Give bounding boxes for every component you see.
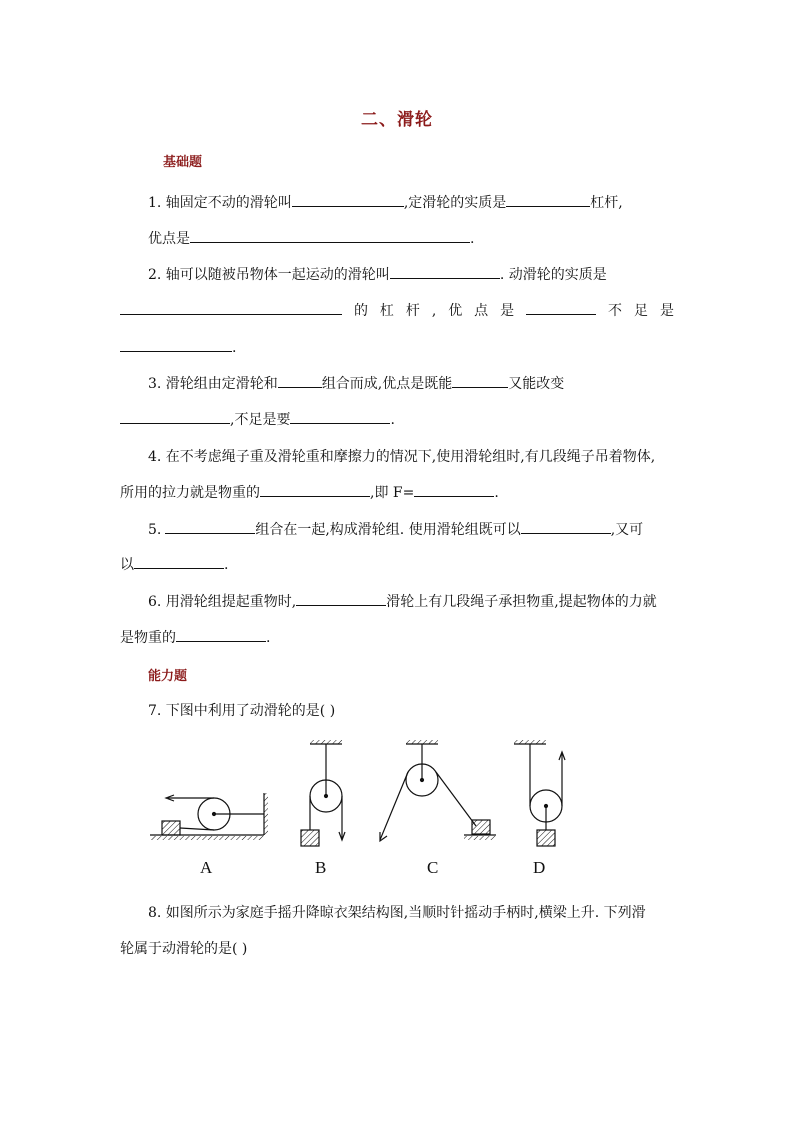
q2-word: , (431, 303, 437, 319)
q3-text-a: 3. 滑轮组由定滑轮和 (148, 376, 278, 392)
q3-blank-3[interactable] (120, 410, 230, 424)
q2-word: 的 (353, 303, 368, 319)
q1-blank-2[interactable] (506, 193, 590, 207)
pulley-diagram-c (380, 740, 496, 841)
pulley-diagram-a (150, 793, 268, 840)
q2-blank-1[interactable] (390, 265, 500, 279)
q2-blank-4[interactable] (120, 338, 232, 352)
q5-text-b: 组合在一起,构成滑轮组. 使用滑轮组既可以 (255, 522, 521, 538)
q1-text-d: 优点是 (148, 231, 190, 247)
question-2-line-1 (148, 265, 607, 285)
q3-blank-2[interactable] (452, 374, 508, 388)
q2-blank-3[interactable] (526, 301, 596, 315)
q4-text-c: ,即 F= (370, 485, 415, 501)
q5-text-a: 5. (148, 522, 162, 538)
pulley-diagram-d (514, 740, 565, 846)
question-5-line-1 (148, 520, 643, 540)
q2-text-d: . (232, 340, 237, 356)
q3-blank-4[interactable] (290, 410, 390, 424)
q2-blank-2[interactable] (120, 301, 342, 315)
q3-text-b: 组合而成,优点是既能 (321, 376, 453, 392)
q6-text-c: 是物重的 (120, 630, 176, 646)
q2-word: 是 (500, 303, 515, 319)
q3-text-c: 又能改变 (508, 376, 565, 392)
q2-word: 是 (659, 303, 674, 319)
question-5-line-2 (120, 555, 228, 575)
q2-text-b: . 动滑轮的实质是 (499, 267, 607, 283)
q6-blank-2[interactable] (176, 628, 266, 642)
section-ability: 能力题 (148, 669, 188, 684)
pulley-diagram-b (301, 740, 345, 846)
q1-blank-3[interactable] (190, 229, 470, 243)
question-1-line-1 (148, 193, 623, 213)
q6-text-d: . (266, 630, 271, 646)
question-3-line-1 (148, 374, 564, 394)
page-title: 二、滑轮 (361, 110, 433, 130)
q3-text-e: . (390, 412, 395, 428)
q2-word: 杠 (379, 303, 394, 319)
q4-text-b: 所用的拉力就是物重的 (120, 485, 260, 501)
q1-text-e: . (470, 231, 475, 247)
figure-label-d: D (533, 858, 546, 877)
question-1-line-2 (148, 229, 474, 249)
q3-text-d: ,不足是要 (230, 412, 291, 428)
q6-blank-1[interactable] (296, 592, 386, 606)
q4-text-a: 4. 在不考虑绳子重及滑轮重和摩擦力的情况下,使用滑轮组时,有几段绳子吊着物体, (148, 449, 656, 465)
q2-text-a: 2. 轴可以随被吊物体一起运动的滑轮叫 (148, 267, 390, 283)
q1-blank-1[interactable] (292, 193, 404, 207)
q2-word: 足 (633, 303, 648, 319)
q5-text-d: 以 (120, 557, 134, 573)
q5-blank-2[interactable] (521, 520, 611, 534)
q5-blank-1[interactable] (165, 520, 255, 534)
question-3-line-2 (120, 410, 395, 430)
q1-text-b: ,定滑轮的实质是 (403, 195, 507, 211)
question-6-line-1 (148, 592, 657, 612)
q4-blank-2[interactable] (414, 483, 494, 497)
q2-word: 点 (474, 303, 489, 319)
q4-text-d: . (494, 485, 499, 501)
q5-text-c: ,又可 (610, 522, 644, 538)
q3-blank-1[interactable] (278, 374, 322, 388)
question-2-line-3 (120, 338, 236, 358)
question-6-line-2 (120, 628, 270, 648)
q5-blank-3[interactable] (134, 555, 224, 569)
q2-word: 不 (608, 303, 623, 319)
q4-blank-1[interactable] (260, 483, 370, 497)
q6-text-a: 6. 用滑轮组提起重物时, (148, 594, 297, 610)
question-4-line-1 (148, 447, 655, 467)
q1-text-a: 1. 轴固定不动的滑轮叫 (148, 195, 292, 211)
figure-label-a: A (200, 858, 213, 877)
question-4-line-2 (120, 483, 499, 503)
question-2-line-2 (120, 301, 674, 321)
figure-label-b: B (315, 858, 327, 877)
question-7: 7. 下图中利用了动滑轮的是( ) (148, 703, 336, 719)
figure-label-c: C (427, 858, 439, 877)
question-8-line-2: 轮属于动滑轮的是( ) (120, 941, 248, 957)
q2-word: 优 (448, 303, 463, 319)
section-basic: 基础题 (163, 155, 203, 170)
q2-word: 杆 (405, 303, 420, 319)
question-8-line-1: 8. 如图所示为家庭手摇升降晾衣架结构图,当顺时针摇动手柄时,横梁上升. 下列滑 (148, 905, 646, 921)
q6-text-b: 滑轮上有几段绳子承担物重,提起物体的力就 (386, 594, 657, 610)
q5-text-e: . (224, 557, 229, 573)
q1-text-c: 杠杆, (590, 195, 623, 211)
